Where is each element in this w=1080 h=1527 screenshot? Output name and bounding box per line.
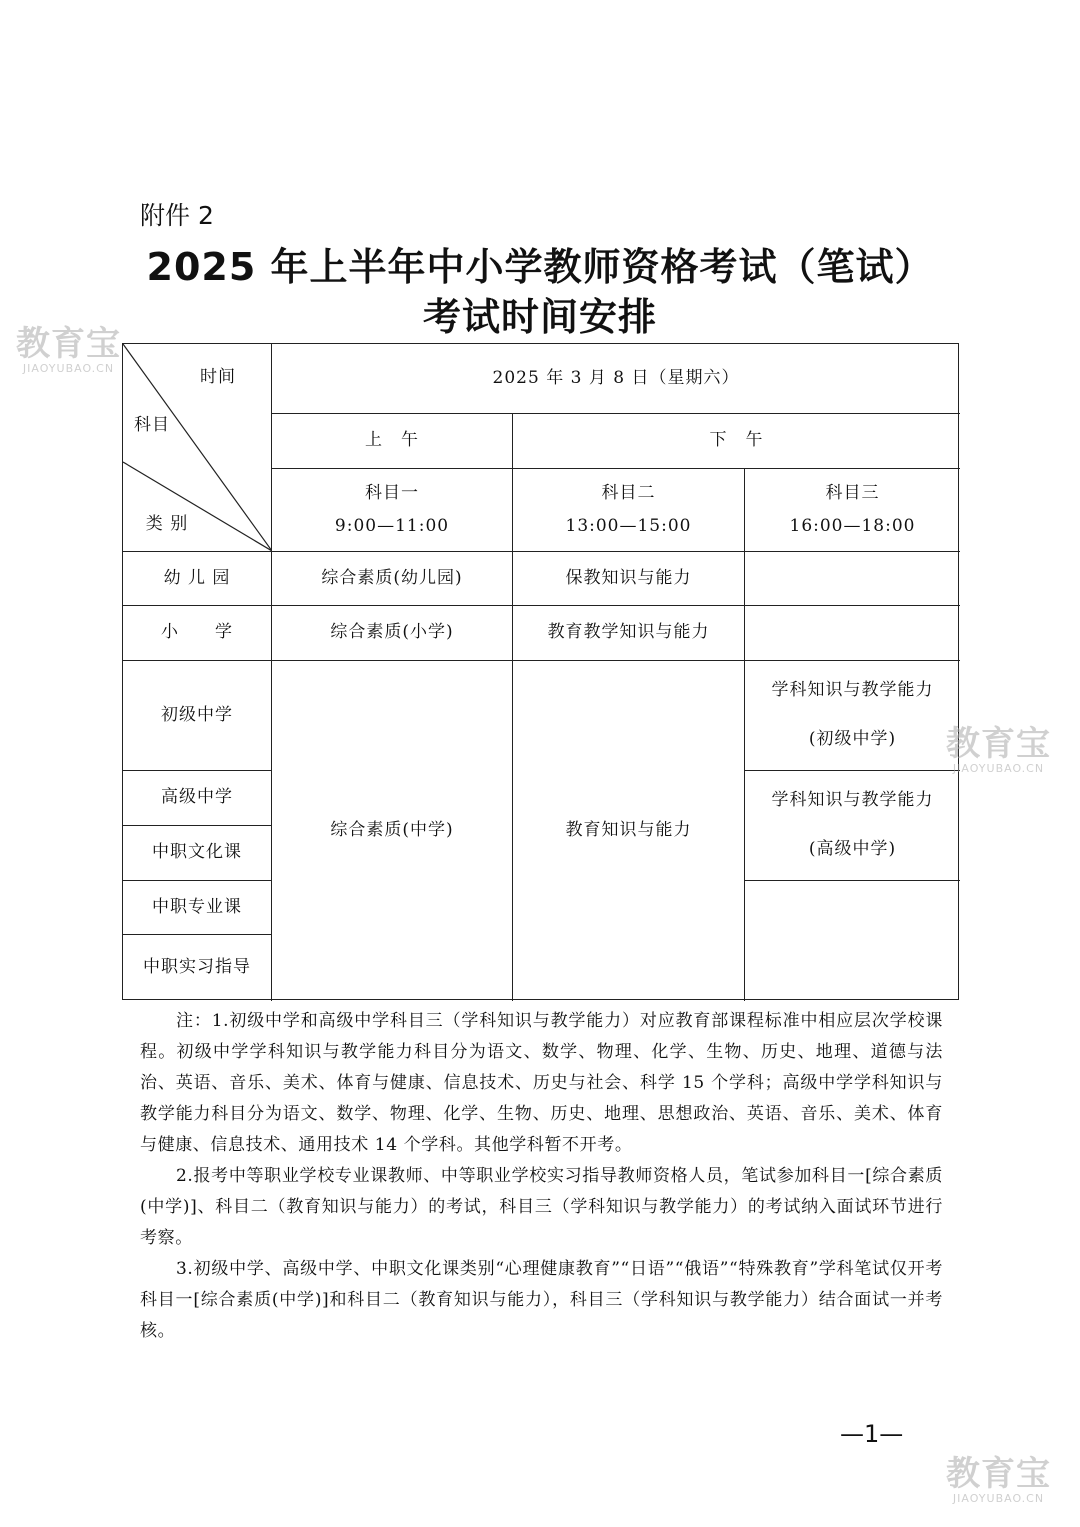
subject-1-name: 科目一 (364, 483, 419, 504)
middle-subject-2: 教育知识与能力 (565, 820, 692, 841)
subject-1-time: 9:00—11:00 (334, 515, 450, 536)
category-kindergarten: 幼 儿 园 (163, 567, 231, 588)
note-2: 2.报考中等职业学校专业课教师、中等职业学校实习指导教师资格人员，笔试参加科目一[综合素质(中学)]、科目二（教育知识与能力）的考试，科目三（学科知识与教学能力）的考试纳入面试环节进行考察。 (140, 1166, 943, 1248)
watermark-url: JIAOYUBAO.CN (952, 1492, 1045, 1505)
kindergarten-subject-1: 综合素质(幼儿园) (321, 567, 463, 588)
notes-section (140, 1006, 943, 1347)
senior-subject-3-line1: 学科知识与教学能力 (771, 789, 934, 810)
watermark-logo: 教育宝 (16, 324, 121, 364)
subject-2-time: 13:00—15:00 (565, 515, 692, 536)
corner-category-label: 类 别 (145, 513, 189, 534)
category-junior: 初级中学 (161, 704, 233, 725)
category-vocational-practice: 中职实习指导 (143, 957, 251, 978)
subject-3-time: 16:00—18:00 (789, 515, 916, 536)
primary-subject-2: 教育教学知识与能力 (547, 622, 710, 643)
senior-subject-3 (745, 770, 960, 880)
kindergarten-subject-2: 保教知识与能力 (565, 567, 692, 588)
morning-header: 上 午 (365, 430, 419, 451)
junior-subject-3 (745, 660, 960, 770)
watermark-url: JIAOYUBAO.CN (22, 362, 115, 375)
subject-2-name: 科目二 (601, 483, 656, 504)
exam-schedule-table (122, 343, 959, 1000)
subject-1-header (272, 468, 512, 551)
category-primary: 小 学 (161, 622, 233, 643)
subject-3-header (745, 468, 960, 551)
corner-time-label: 时间 (200, 366, 236, 387)
watermark-logo: 教育宝 (946, 1454, 1051, 1494)
subject-3-name: 科目三 (825, 483, 880, 504)
watermark-bottom-right (946, 1456, 1051, 1505)
junior-subject-3-line1: 学科知识与教学能力 (771, 679, 934, 700)
corner-subject-label: 科目 (134, 414, 170, 435)
watermark-middle-right (946, 726, 1051, 775)
note-3: 3.初级中学、高级中学、中职文化课类别“心理健康教育”“日语”“俄语”“特殊教育”学科笔试仅开考科目一[综合素质(中学)]和科目二（教育知识与能力），科目三（学科知识与教学能力）结合面试一并考核。 (140, 1259, 943, 1341)
attachment-label: 附件 2 (140, 201, 214, 230)
afternoon-header: 下 午 (709, 430, 764, 451)
document-subtitle: 考试时间安排 (422, 295, 657, 339)
note-1: 注：1.初级中学和高级中学科目三（学科知识与教学能力）对应教育部课程标准中相应层次学校课程。初级中学学科知识与教学能力科目分为语文、数学、物理、化学、生物、历史、地理、道德与法治、英语、音乐、美术、体育与健康、信息技术、历史与社会、科学 15 个学科；高级中学学科知识与教学能力科目分为语文、数学、物理、化学、生物、历史、地理、思想政治、英语、音乐、美术、体育与健康、信息技术、通用技术 14 个学科。其他学科暂不开考。 (140, 1011, 943, 1155)
subject-2-header (513, 468, 744, 551)
primary-subject-1: 综合素质(小学) (330, 622, 454, 643)
category-senior: 高级中学 (161, 787, 233, 808)
category-vocational-culture: 中职文化课 (152, 842, 242, 863)
watermark-logo: 教育宝 (946, 724, 1051, 764)
page-number: —1— (840, 1420, 904, 1448)
document-title: 2025 年上半年中小学教师资格考试（笔试） (146, 245, 934, 289)
category-vocational-major: 中职专业课 (152, 896, 242, 917)
middle-subject-1: 综合素质(中学) (330, 820, 454, 841)
exam-date: 2025 年 3 月 8 日（星期六） (492, 368, 740, 389)
watermark-url: JIAOYUBAO.CN (952, 762, 1045, 775)
junior-subject-3-line2: (初级中学) (808, 729, 897, 749)
senior-subject-3-line2: (高级中学) (808, 839, 897, 859)
watermark-top-left (16, 326, 121, 375)
